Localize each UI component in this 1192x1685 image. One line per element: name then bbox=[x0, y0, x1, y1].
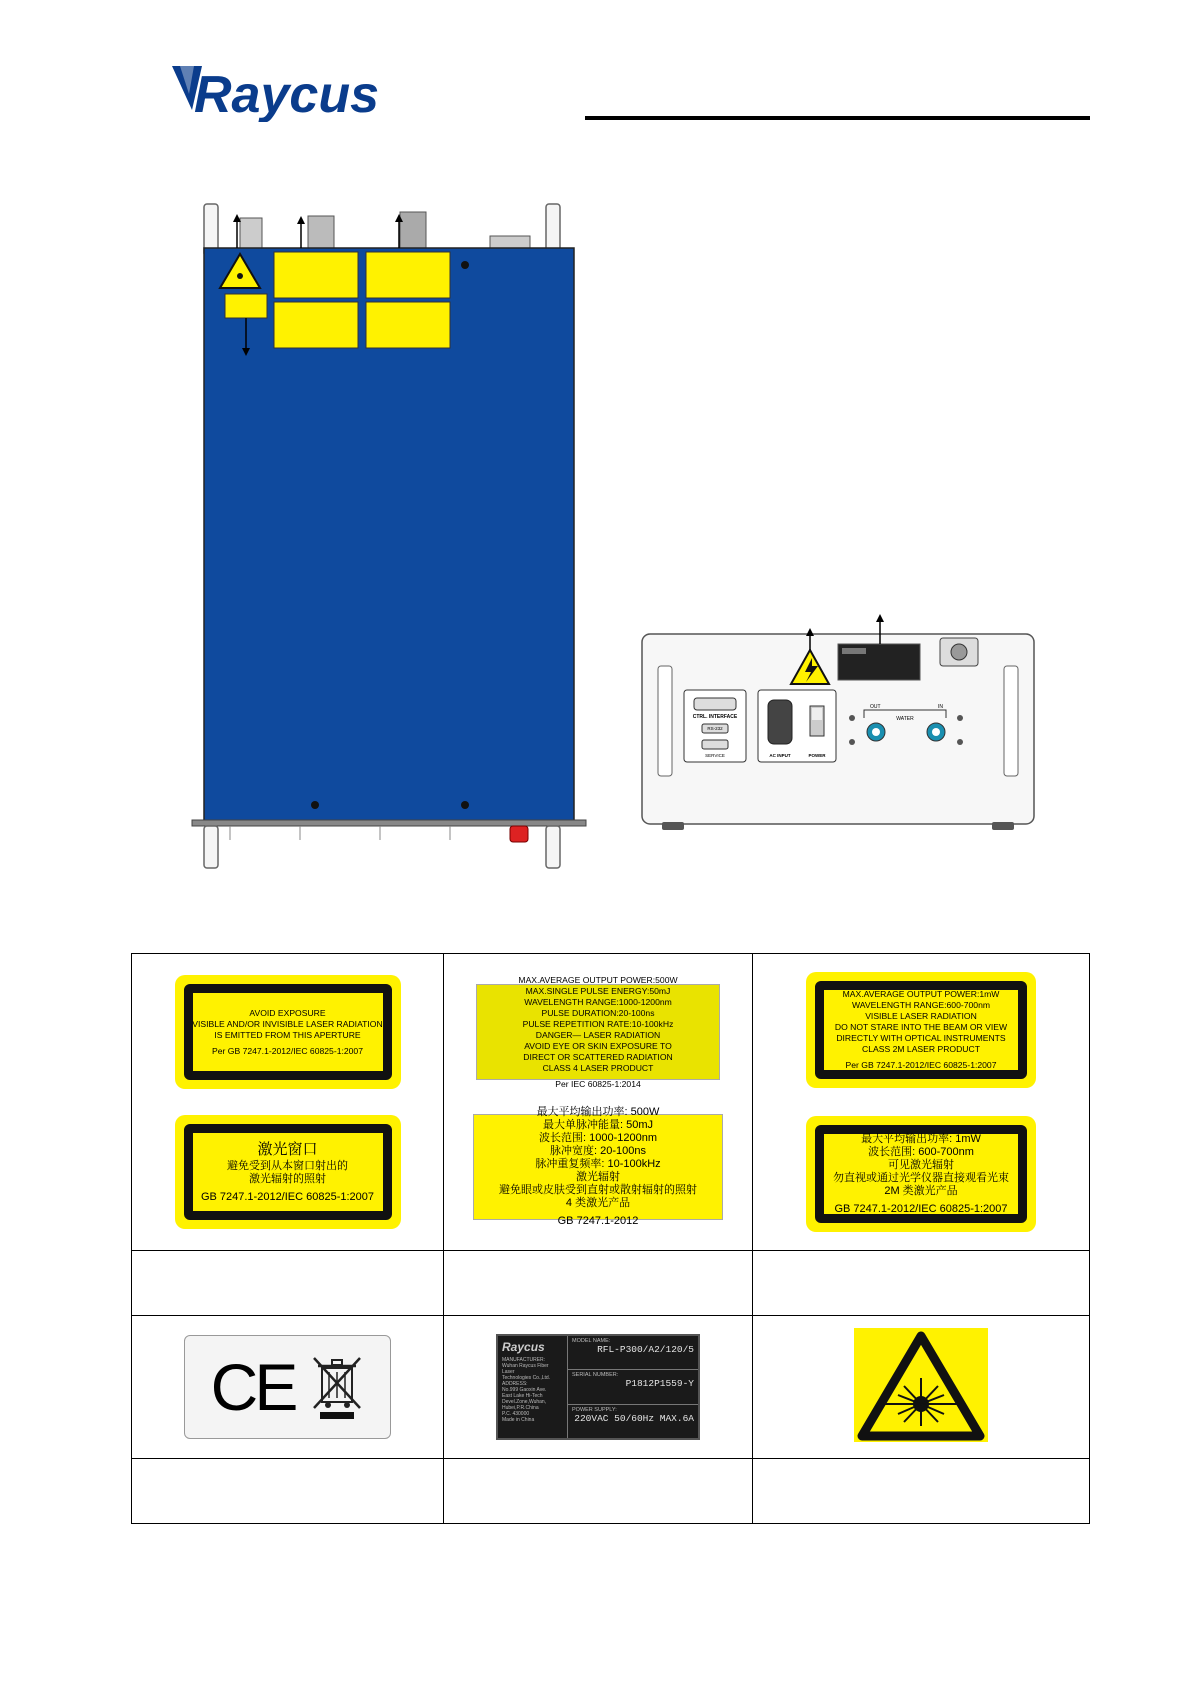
logo-wordmark: Raycus bbox=[194, 66, 379, 122]
manufacturer-line: ADDRESS: bbox=[502, 1381, 528, 1387]
label-text-line: 4 类激光产品 bbox=[565, 1197, 631, 1209]
supply-key: POWER SUPPLY: bbox=[572, 1406, 617, 1413]
caption-cell bbox=[444, 1459, 753, 1524]
manufacturer-line: MANUFACTURER: bbox=[502, 1357, 546, 1363]
class2m-label-cn bbox=[806, 1116, 1036, 1232]
label-text-line: 波长范围: 1000-1200nm bbox=[539, 1132, 657, 1144]
class4-label-en bbox=[476, 974, 720, 1089]
caption-cell bbox=[132, 1251, 444, 1316]
manufacturer-line: P.C. 430000 bbox=[502, 1411, 530, 1417]
cell-aperture-labels bbox=[132, 954, 444, 1251]
label-text-line: WAVELENGTH RANGE:600-700nm bbox=[851, 1000, 991, 1010]
label-text-line: DIRECT OR SCATTERED RADIATION bbox=[523, 1051, 673, 1062]
cell-ce-mark bbox=[132, 1316, 444, 1459]
label-text-line: DO NOT STARE INTO THE BEAM OR VIEW bbox=[834, 1022, 1008, 1032]
label-text-line: GB 7247.1-2012/IEC 60825-1:2007 bbox=[200, 1191, 375, 1203]
class4-label-cn bbox=[473, 1106, 723, 1227]
caption-cell bbox=[753, 1251, 1090, 1316]
out-label: OUT bbox=[870, 704, 881, 710]
label-text-line: CLASS 4 LASER PRODUCT bbox=[542, 1062, 654, 1073]
caption-cell bbox=[132, 1459, 444, 1524]
model-value: RFL-P300/A2/120/5 bbox=[597, 1344, 694, 1355]
label-text-line: MAX.AVERAGE OUTPUT POWER:1mW bbox=[842, 989, 1000, 999]
model-key: MODEL NAME: bbox=[572, 1338, 611, 1344]
label-text-line: WAVELENGTH RANGE:1000-1200nm bbox=[524, 996, 672, 1007]
cell-laser-warning bbox=[753, 1316, 1090, 1459]
manufacturer-line: Technologies Co.,Ltd. bbox=[502, 1375, 551, 1381]
label-text-line: VISIBLE AND/OR INVISIBLE LASER RADIATION bbox=[192, 1018, 383, 1029]
cell-class4-labels bbox=[444, 954, 753, 1251]
label-text-line: Per GB 7247.1-2012/IEC 60825-1:2007 bbox=[845, 1060, 997, 1070]
caption-cell bbox=[444, 1251, 753, 1316]
ce-mark: CE bbox=[210, 1350, 295, 1424]
label-text-line: 最大单脉冲能量: 50mJ bbox=[542, 1119, 653, 1131]
raycus-logo bbox=[172, 60, 402, 122]
label-text-line: AVOID EXPOSURE bbox=[249, 1007, 326, 1018]
label-text-line: DIRECTLY WITH OPTICAL INSTRUMENTS bbox=[836, 1033, 1006, 1043]
label-text-line: PULSE DURATION:20-100ns bbox=[541, 1007, 655, 1018]
laser-radiation-warning-icon bbox=[854, 1328, 988, 1442]
in-label: IN bbox=[938, 704, 943, 710]
ctrl-interface-label: CTRL. INTERFACE bbox=[692, 714, 738, 720]
label-text-line: 波长范围: 600-700nm bbox=[868, 1145, 974, 1158]
rs232-label: RS-232 bbox=[707, 726, 723, 731]
service-label: SERVICE bbox=[705, 753, 725, 758]
label-text-line: 最大平均输出功率: 500W bbox=[536, 1106, 660, 1118]
label-text-line: 激光辐射的照射 bbox=[249, 1173, 326, 1185]
ac-input-label: AC INPUT bbox=[769, 753, 791, 758]
label-text-line: MAX.SINGLE PULSE ENERGY:50mJ bbox=[525, 985, 671, 996]
label-text-line: 脉冲重复频率: 10-100kHz bbox=[535, 1158, 661, 1170]
manufacturer-line: Wuhan Raycus Fiber bbox=[502, 1363, 549, 1369]
product-nameplate bbox=[496, 1334, 700, 1440]
label-text-line: 激光辐射 bbox=[576, 1171, 620, 1183]
label-text-line: Per GB 7247.1-2012/IEC 60825-1:2007 bbox=[212, 1045, 363, 1056]
power-label: POWER bbox=[808, 753, 826, 758]
label-text-line: 最大平均输出功率: 1mW bbox=[861, 1132, 981, 1145]
nameplate-brand: Raycus bbox=[502, 1340, 545, 1354]
supply-value: 220VAC 50/60Hz MAX.6A bbox=[574, 1412, 694, 1424]
label-table bbox=[131, 953, 1090, 1524]
label-text-line: 避免眼或皮肤受到直射或散射辐射的照射 bbox=[499, 1184, 697, 1196]
label-text-line: 脉冲宽度: 20-100ns bbox=[550, 1145, 646, 1157]
weee-bin-icon bbox=[312, 1354, 364, 1420]
label-text-line: 2M 类激光产品 bbox=[884, 1184, 958, 1197]
cell-class2m-labels bbox=[753, 954, 1090, 1251]
ce-weee-label bbox=[184, 1335, 391, 1439]
label-text-line: DANGER— LASER RADIATION bbox=[535, 1029, 661, 1040]
water-label: WATER bbox=[896, 716, 914, 722]
manufacturer-line: Laser bbox=[502, 1369, 515, 1375]
label-text-line: AVOID EYE OR SKIN EXPOSURE TO bbox=[524, 1040, 672, 1051]
manufacturer-line: East Lake Hi-Tech bbox=[502, 1393, 543, 1399]
class2m-label-en bbox=[806, 972, 1036, 1088]
serial-key: SERIAL NUMBER: bbox=[572, 1372, 619, 1379]
label-text-line: VISIBLE LASER RADIATION bbox=[865, 1011, 977, 1021]
label-text-line: MAX.AVERAGE OUTPUT POWER:500W bbox=[518, 974, 678, 985]
label-text-line: 可见激光辐射 bbox=[888, 1158, 954, 1171]
label-text-line: IS EMITTED FROM THIS APERTURE bbox=[214, 1029, 361, 1040]
manufacturer-line: Made in China bbox=[502, 1417, 535, 1423]
manufacturer-line: Hubei,P.R.China bbox=[502, 1405, 539, 1411]
cell-nameplate bbox=[444, 1316, 753, 1459]
caption-cell bbox=[753, 1459, 1090, 1524]
label-text-line: GB 7247.1-2012/IEC 60825-1:2007 bbox=[834, 1202, 1008, 1215]
label-text-line: 勿直视或通过光学仪器直接观看光束 bbox=[833, 1171, 1009, 1184]
manufacturer-line: Devel.Zone,Wuhan, bbox=[502, 1399, 547, 1405]
device-rear-view bbox=[638, 600, 1038, 830]
manufacturer-line: No.999 Gaoxin Ave. bbox=[502, 1387, 547, 1393]
label-text-line: CLASS 2M LASER PRODUCT bbox=[862, 1044, 980, 1054]
label-text-line: 激光窗口 bbox=[257, 1141, 318, 1158]
label-text-line: PULSE REPETITION RATE:10-100kHz bbox=[522, 1018, 674, 1029]
aperture-label-en bbox=[175, 975, 401, 1089]
device-top-view bbox=[190, 200, 590, 870]
header-rule bbox=[585, 116, 1090, 120]
serial-value: P1812P1559-Y bbox=[625, 1378, 694, 1390]
label-text-line: 避免受到从本窗口射出的 bbox=[227, 1160, 348, 1172]
label-text-line: Per IEC 60825-1:2014 bbox=[555, 1078, 641, 1089]
label-text-line: GB 7247.1-2012 bbox=[557, 1215, 639, 1227]
aperture-label-cn bbox=[175, 1115, 401, 1229]
